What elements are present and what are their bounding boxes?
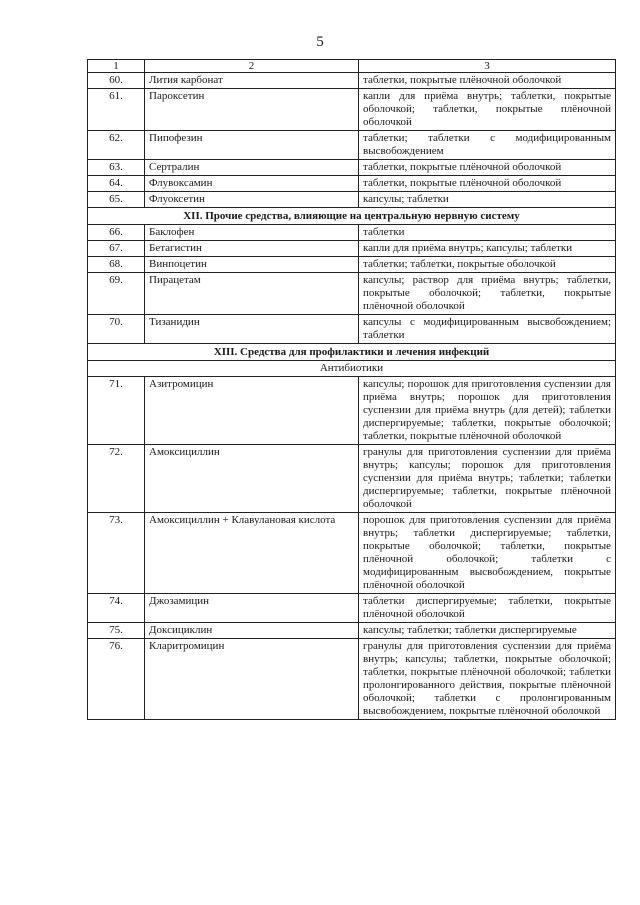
table-row <box>88 623 616 639</box>
table-row <box>88 225 616 241</box>
row-number: 72. <box>88 445 145 513</box>
dosage-forms: капсулы; таблетки; таблетки диспергируемые <box>359 623 616 639</box>
table-row <box>88 160 616 176</box>
drug-name: Пирацетам <box>145 273 359 315</box>
drug-name: Флуоксетин <box>145 192 359 208</box>
drug-name: Кларитромицин <box>145 639 359 720</box>
table-body <box>88 60 616 720</box>
dosage-forms: капли для приёма внутрь; капсулы; таблетки <box>359 241 616 257</box>
row-number: 73. <box>88 513 145 594</box>
table-row <box>88 445 616 513</box>
dosage-forms: капли для приёма внутрь; таблетки, покрытые оболочкой; таблетки, покрытые плёночной оболочкой <box>359 89 616 131</box>
subsection-heading: Антибиотики <box>88 361 616 377</box>
row-number: 76. <box>88 639 145 720</box>
drug-name: Амоксициллин <box>145 445 359 513</box>
drug-name: Пароксетин <box>145 89 359 131</box>
drug-name: Азитромицин <box>145 377 359 445</box>
table-row <box>88 176 616 192</box>
section-heading: XIII. Средства для профилактики и лечения инфекций <box>88 344 616 361</box>
drug-name: Амоксициллин + Клавулановая кислота <box>145 513 359 594</box>
dosage-forms: капсулы с модифицированным высвобождением; таблетки <box>359 315 616 344</box>
dosage-forms: капсулы; порошок для приготовления суспензии для приёма внутрь; порошок для приготовления суспензии для приёма внутрь (для детей); таблетки диспергируемые; таблетки, покрытые оболочкой; таблетки, покрытые плёночной оболочкой <box>359 377 616 445</box>
table-row <box>88 89 616 131</box>
dosage-forms: таблетки <box>359 225 616 241</box>
drug-name: Винпоцетин <box>145 257 359 273</box>
row-number: 75. <box>88 623 145 639</box>
dosage-forms: порошок для приготовления суспензии для приёма внутрь; таблетки диспергируемые; таблетки, покрытые оболочкой; таблетки, покрытые плёночной оболочкой; таблетки с модифицированным высвобождением, покрытые плёночной оболочкой <box>359 513 616 594</box>
row-number: 61. <box>88 89 145 131</box>
row-number: 63. <box>88 160 145 176</box>
page-number: 5 <box>316 34 324 50</box>
dosage-forms: таблетки; таблетки, покрытые оболочкой <box>359 257 616 273</box>
row-number: 74. <box>88 594 145 623</box>
section-heading-row <box>88 208 616 225</box>
table-row <box>88 315 616 344</box>
dosage-forms: таблетки диспергируемые; таблетки, покрытые плёночной оболочкой <box>359 594 616 623</box>
drug-name: Бетагистин <box>145 241 359 257</box>
drug-name: Лития карбонат <box>145 73 359 89</box>
column-header-name: 2 <box>145 60 359 73</box>
table-row <box>88 513 616 594</box>
row-number: 67. <box>88 241 145 257</box>
dosage-forms: гранулы для приготовления суспензии для приёма внутрь; капсулы; таблетки, покрытые оболочкой; таблетки, покрытые плёночной оболочкой; таблетки пролонгированного действия, покрытые плёночной оболочкой; таблетки с пролонгированным высвобождением, покрытые плёночной оболочкой <box>359 639 616 720</box>
row-number: 64. <box>88 176 145 192</box>
table-row <box>88 639 616 720</box>
row-number: 65. <box>88 192 145 208</box>
dosage-forms: таблетки, покрытые плёночной оболочкой <box>359 160 616 176</box>
row-number: 66. <box>88 225 145 241</box>
row-number: 60. <box>88 73 145 89</box>
table-row <box>88 257 616 273</box>
dosage-forms: капсулы; раствор для приёма внутрь; таблетки, покрытые оболочкой; таблетки, покрытые плёночной оболочкой <box>359 273 616 315</box>
column-header-forms: 3 <box>359 60 616 73</box>
drug-name: Сертралин <box>145 160 359 176</box>
drug-name: Баклофен <box>145 225 359 241</box>
dosage-forms: гранулы для приготовления суспензии для приёма внутрь; капсулы; порошок для приготовления суспензии для приёма внутрь; таблетки; таблетки диспергируемые; таблетки, покрытые плёночной оболочкой <box>359 445 616 513</box>
table-row <box>88 594 616 623</box>
section-heading-row <box>88 344 616 361</box>
drug-name: Флувоксамин <box>145 176 359 192</box>
dosage-forms: таблетки, покрытые плёночной оболочкой <box>359 73 616 89</box>
drug-name: Джозамицин <box>145 594 359 623</box>
subsection-heading-row <box>88 361 616 377</box>
row-number: 62. <box>88 131 145 160</box>
drug-name: Тизанидин <box>145 315 359 344</box>
drug-name: Доксициклин <box>145 623 359 639</box>
dosage-forms: таблетки; таблетки с модифицированным высвобождением <box>359 131 616 160</box>
column-header-row <box>88 60 616 73</box>
section-heading: XII. Прочие средства, влияющие на центральную нервную систему <box>88 208 616 225</box>
table-row <box>88 241 616 257</box>
table-row <box>88 273 616 315</box>
drug-name: Пипофезин <box>145 131 359 160</box>
row-number: 68. <box>88 257 145 273</box>
row-number: 71. <box>88 377 145 445</box>
table-row <box>88 131 616 160</box>
row-number: 70. <box>88 315 145 344</box>
table-row <box>88 192 616 208</box>
row-number: 69. <box>88 273 145 315</box>
dosage-forms: таблетки, покрытые плёночной оболочкой <box>359 176 616 192</box>
column-header-number: 1 <box>88 60 145 73</box>
drug-list-table <box>87 59 616 720</box>
table-row <box>88 73 616 89</box>
table-row <box>88 377 616 445</box>
dosage-forms: капсулы; таблетки <box>359 192 616 208</box>
